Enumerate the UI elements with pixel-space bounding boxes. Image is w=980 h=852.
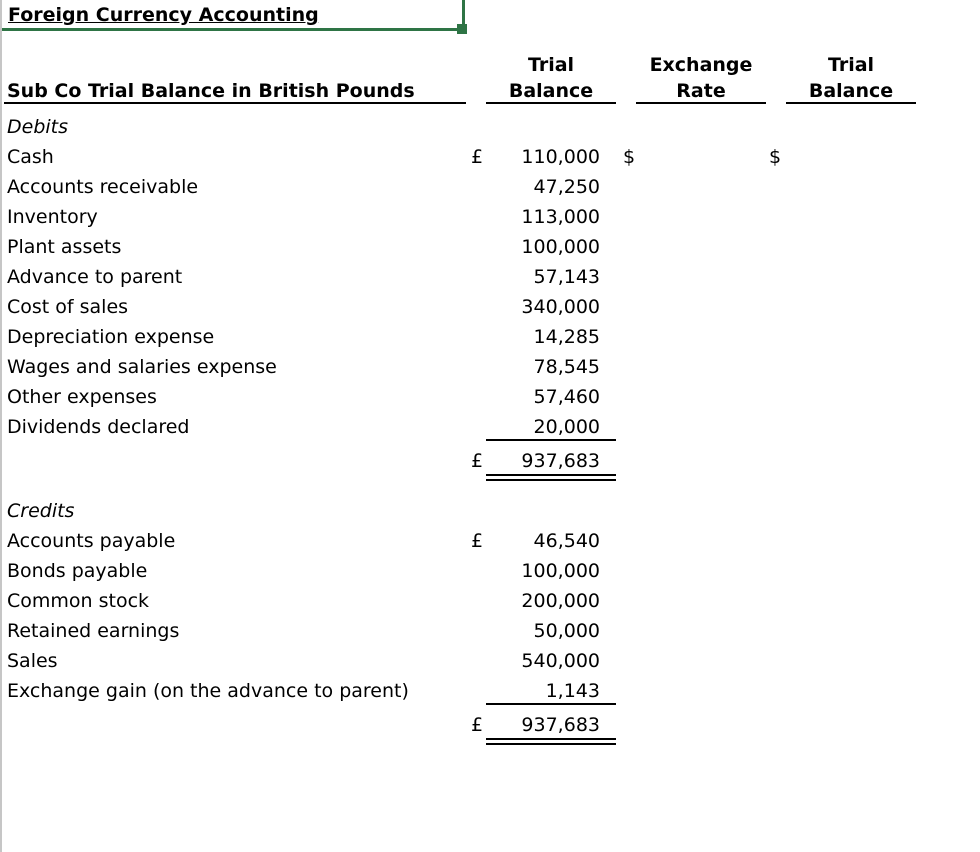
pound-symbol: £ (470, 714, 484, 736)
header-underline-col1 (486, 102, 616, 104)
row-value: 100,000 (521, 236, 600, 258)
pound-symbol: £ (470, 146, 484, 168)
debits-subtotal-line (486, 439, 616, 441)
row-label: Exchange gain (on the advance to parent) (7, 680, 409, 702)
row-value: 50,000 (533, 620, 600, 642)
debits-heading: Debits (7, 116, 69, 138)
row-value: 14,285 (533, 326, 600, 348)
header-underline-col3 (786, 102, 916, 104)
fill-handle[interactable] (457, 24, 467, 34)
row-value: 200,000 (521, 590, 600, 612)
row-value: 540,000 (521, 650, 600, 672)
debits-total: 937,683 (521, 450, 600, 472)
pound-symbol: £ (470, 530, 484, 552)
row-value: 46,540 (533, 530, 600, 552)
row-label: Accounts payable (7, 530, 176, 552)
row-value: 57,460 (533, 386, 600, 408)
row-label: Common stock (7, 590, 150, 612)
dollar-symbol: $ (768, 146, 782, 168)
header-label-column: Sub Co Trial Balance in British Pounds (7, 80, 415, 102)
row-label: Other expenses (7, 386, 157, 408)
row-value: 340,000 (521, 296, 600, 318)
row-label: Advance to parent (7, 266, 183, 288)
pound-symbol: £ (470, 450, 484, 472)
row-value: 78,545 (533, 356, 600, 378)
credits-total-double-line (486, 743, 616, 745)
debits-total-line (486, 474, 616, 476)
row-label: Sales (7, 650, 58, 672)
row-label: Cash (7, 146, 54, 168)
row-label: Plant assets (7, 236, 122, 258)
row-label: Retained earnings (7, 620, 180, 642)
header-underline-col2 (636, 102, 766, 104)
row-label: Bonds payable (7, 560, 148, 582)
credits-subtotal-line (486, 703, 616, 705)
header-trial-balance-usd: Trial Balance (808, 54, 894, 102)
row-value: 47,250 (533, 176, 600, 198)
row-value: 100,000 (521, 560, 600, 582)
credits-total-line (486, 738, 616, 740)
row-value: 113,000 (521, 206, 600, 228)
debits-total-double-line (486, 479, 616, 481)
row-label: Cost of sales (7, 296, 129, 318)
header-trial-balance-gbp: Trial Balance (508, 54, 594, 102)
row-value: 20,000 (533, 416, 600, 438)
row-label: Wages and salaries expense (7, 356, 277, 378)
credits-heading: Credits (7, 500, 75, 522)
row-label: Inventory (7, 206, 98, 228)
header-exchange-rate: Exchange Rate (649, 54, 753, 102)
row-value: 57,143 (533, 266, 600, 288)
row-value: 1,143 (545, 680, 600, 702)
row-label: Depreciation expense (7, 326, 215, 348)
dollar-symbol: $ (622, 146, 636, 168)
credits-total: 937,683 (521, 714, 600, 736)
page-title: Foreign Currency Accounting (8, 4, 319, 26)
row-label: Dividends declared (7, 416, 190, 438)
row-value: 110,000 (521, 146, 600, 168)
row-label: Accounts receivable (7, 176, 199, 198)
header-underline-label (4, 102, 466, 104)
sheet-left-border (0, 0, 2, 852)
